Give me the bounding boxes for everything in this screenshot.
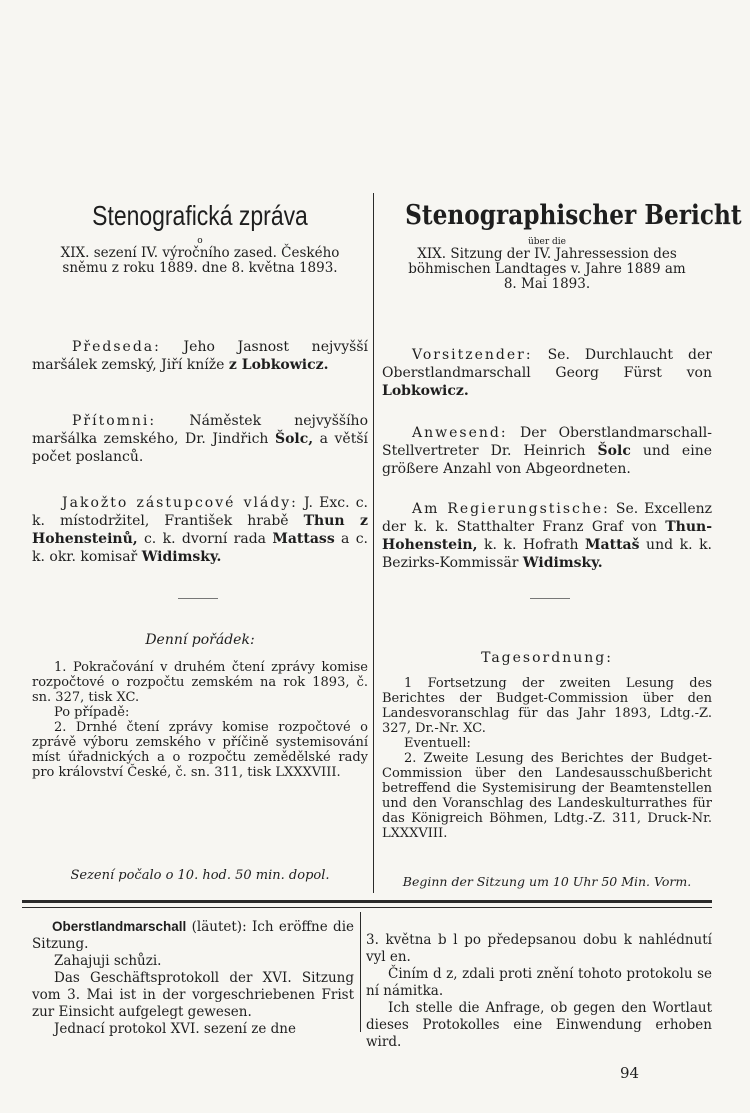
left-start <box>32 868 368 883</box>
left-chair-text: Jeho Jasnost nejvyšší maršálek zemský, Jiří kníže <box>32 339 368 373</box>
right-gov-text2: k. k. Hofrath <box>477 537 586 553</box>
right-present-tail: und eine größere Anzahl von Abgeordneten. <box>382 443 712 477</box>
left-gov-name1: Thun z Hohensteinů, <box>32 513 369 547</box>
right-chair-text: Se. Durchlaucht der Oberstlandmarschall Georg Fürst von <box>382 347 712 381</box>
left-agenda-eventual: Po případě: <box>54 705 130 720</box>
right-gov-name1: Thun-Hohenstein, <box>382 519 712 553</box>
right-agenda-item2: 2. Zweite Lesung des Berichtes der Budget-Commission über den Landesausschußbericht betreffend die Systemisirung der Beamtenstellen und den Voranschlag des Landeskulturrathes für das Königreich Böhmen, Ldtg.-Z. 311, Druck-Nr. LXXXVIII. <box>382 751 712 841</box>
right-agenda-eventual: Eventuell: <box>404 736 471 751</box>
left-present-tail: a větší počet poslanců. <box>32 431 368 465</box>
right-gov-label: Am Regierungstische: <box>412 501 610 517</box>
right-government <box>382 500 712 572</box>
left-government <box>32 494 368 566</box>
right-p2: Činím d z, zdali proti znění tohoto protokolu se ní námitka. <box>366 966 712 999</box>
left-title: Stenografická zpráva <box>92 200 308 231</box>
right-session-line3: 8. Mai 1893. <box>503 276 591 292</box>
right-session-line2: böhmischen Landtages v. Jahre 1889 am <box>408 261 686 277</box>
right-short-rule <box>530 598 570 599</box>
left-speaker-line <box>32 918 354 953</box>
right-agenda-item1: 1 Fortsetzung der zweiten Lesung des Berichtes der Budget-Commission über den Landesvoranschlag für das Jahr 1893, Ldtg.-Z. 327, Dr.-Nr. XC. <box>382 676 712 736</box>
left-agenda-item2: 2. Drnhé čtení zprávy komise rozpočtové o zprávě výboru zemského v příčině systemisování míst úřadnických a o rozpočtu zemědělské rady pro království České, č. sn. 311, tisk LXXXVIII. <box>32 720 368 780</box>
left-present-label: Přítomni: <box>72 413 157 429</box>
left-session-line2: sněmu z roku 1889. dne 8. května 1893. <box>62 260 338 276</box>
left-chair-label: Předseda: <box>72 339 161 355</box>
left-short-rule <box>178 598 218 599</box>
right-ueber: über die <box>527 237 566 247</box>
right-present-text: Der Oberstlandmarschall-Stellvertreter Dr. Heinrich <box>382 425 712 459</box>
right-chair-name: Lobkowicz. <box>382 383 469 399</box>
left-speaker-note: (läutet): Ich eröffne die Sitzung. <box>32 919 354 952</box>
column-divider-top <box>373 193 374 893</box>
right-p3: Ich stelle die Anfrage, ob gegen den Wortlaut dieses Protokolles eine Einwendung erhoben wird. <box>366 1000 712 1050</box>
left-bottom-text <box>32 918 354 1038</box>
left-present-name: Šolc, <box>274 431 314 447</box>
left-p3: Jednací protokol XVI. sezení ze dne <box>54 1021 296 1037</box>
right-present-name: Šolc <box>597 443 631 459</box>
right-chair-label: Vorsitzender: <box>412 347 533 363</box>
right-present <box>382 424 712 478</box>
right-p1: 3. května b l po předepsanou dobu k nahlédnutí vyl en. <box>366 932 712 965</box>
left-gov-label: Jakožto zástupcové vlády: <box>62 495 298 511</box>
left-gov-text1: J. Exc. c. k. místodržitel, František hrabě <box>32 495 368 529</box>
right-start <box>382 874 712 889</box>
left-agenda-head: Denní pořádek: <box>145 632 255 648</box>
column-divider-bottom <box>360 912 361 1032</box>
right-chair <box>382 346 712 400</box>
left-agenda <box>32 632 368 780</box>
left-chair <box>32 338 368 374</box>
left-gov-name2: Mattass <box>272 531 335 547</box>
right-agenda <box>382 650 712 841</box>
left-gov-name3: Widimsky. <box>141 549 222 565</box>
left-present-text: Náměstek nejvyššího maršálka zemského, Dr. Jindřich <box>32 413 368 447</box>
right-gov-name3: Widimsky. <box>522 555 603 571</box>
left-p1: Zahajuji schůzi. <box>54 953 162 969</box>
left-start-text: Sezení počalo o 10. hod. 50 min. dopol. <box>70 868 330 883</box>
left-session-line1: XIX. sezení IV. výročního zased. Českého <box>60 245 340 261</box>
page-number: 94 <box>620 1064 640 1082</box>
right-title: Stenographischer Bericht <box>405 200 742 231</box>
right-agenda-head: Tagesordnung: <box>481 650 613 666</box>
left-column <box>32 200 368 276</box>
right-start-text: Beginn der Sitzung um 10 Uhr 50 Min. Vorm. <box>402 874 692 889</box>
left-gov-text3: a c. k. okr. komisař <box>32 531 369 565</box>
right-present-label: Anwesend: <box>412 425 508 441</box>
left-p2: Das Geschäftsprotokoll der XVI. Sitzung vom 3. Mai ist in der vorgeschriebenen Frist zur Einsicht aufgelegt gewesen. <box>32 970 354 1020</box>
right-gov-text3: und k. k. Bezirks-Kommissär <box>382 537 713 571</box>
left-present <box>32 412 368 466</box>
left-gov-text2: c. k. dvorní rada <box>137 531 273 547</box>
left-chair-name: z Lobkowicz. <box>228 357 329 373</box>
section-rule-thin <box>22 907 712 908</box>
right-gov-name2: Mattaš <box>585 537 640 553</box>
right-gov-text1: Se. Excellenz der k. k. Statthalter Franz Graf von <box>382 501 712 535</box>
left-o: o <box>197 236 203 246</box>
left-speaker: Oberstlandmarschall <box>52 919 187 934</box>
right-session-line1: XIX. Sitzung der IV. Jahressession des <box>417 246 677 262</box>
right-column <box>382 200 742 292</box>
right-bottom-text <box>366 932 712 1051</box>
left-agenda-item1: 1. Pokračování v druhém čtení zprávy komise rozpočtové o rozpočtu zemském na rok 1893, č. sn. 327, tisk XC. <box>32 660 368 705</box>
section-rule-thick <box>22 900 712 903</box>
